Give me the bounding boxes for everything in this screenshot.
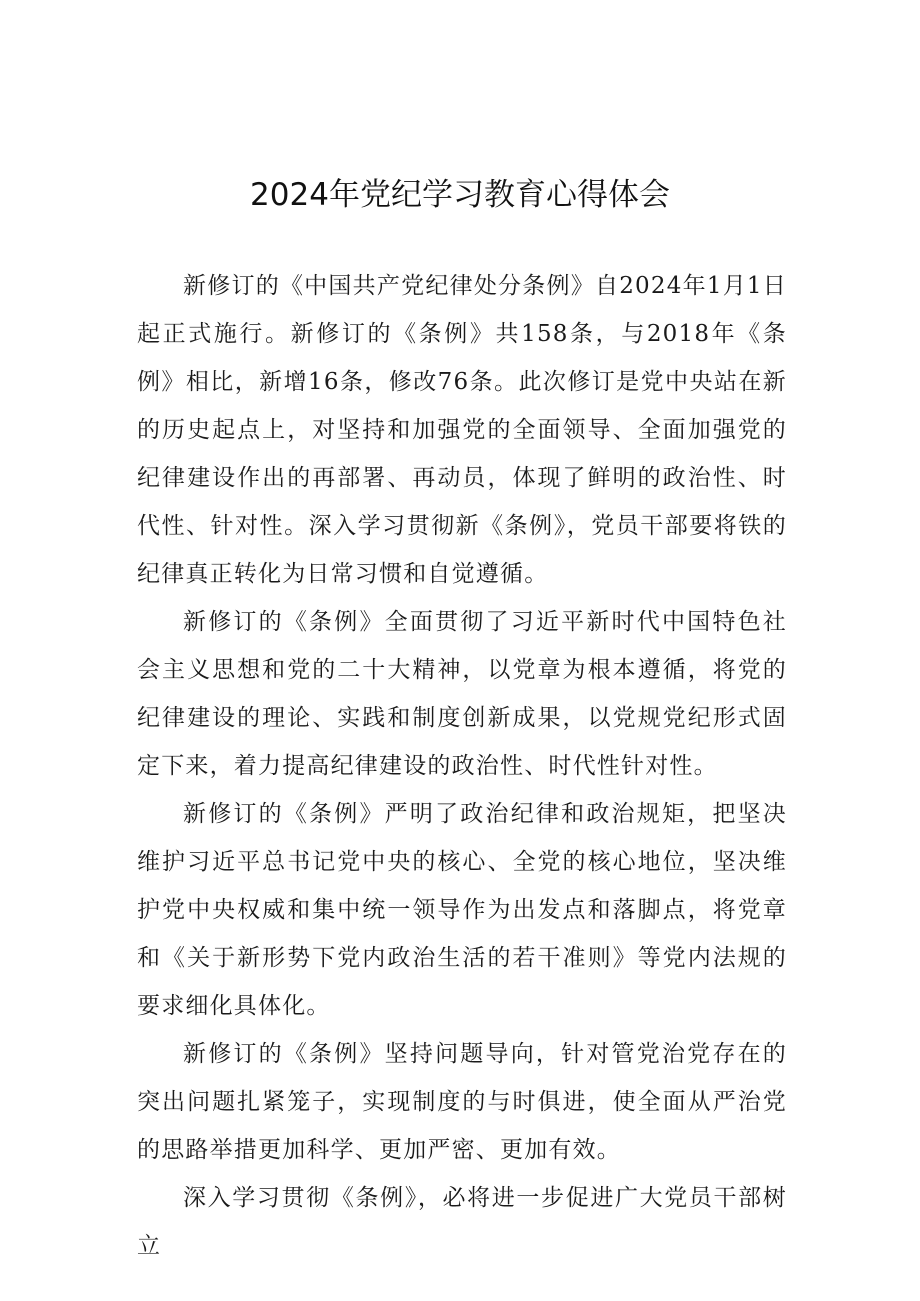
paragraph-4: 新修订的《条例》坚持问题导向，针对管党治党存在的突出问题扎紧笼子，实现制度的与时俱进，使全面从严治党的思路举措更加科学、更加严密、更加有效。 [137,1041,787,1163]
document-title: 2024年党纪学习教育心得体会 [250,177,670,213]
paragraph-1: 新修订的《中国共产党纪律处分条例》自2024年1月1日起正式施行。新修订的《条例》共158条，与2018年《条例》相比，新增16条，修改76条。此次修订是党中央站在新的历史起点上，对坚持和加强党的全面领导、全面加强党的纪律建设作出的再部署、再动员，体现了鲜明的政治性、时代性、针对性。深入学习贯彻新《条例》，党员干部要将铁的纪律真正转化为日常习惯和自觉遵循。 [137,273,787,587]
paragraph-2: 新修订的《条例》全面贯彻了习近平新时代中国特色社会主义思想和党的二十大精神，以党章为根本遵循，将党的纪律建设的理论、实践和制度创新成果，以党规党纪形式固定下来，着力提高纪律建设的政治性、时代性针对性。 [137,609,787,779]
paragraph-3: 新修订的《条例》严明了政治纪律和政治规矩，把坚决维护习近平总书记党中央的核心、全党的核心地位，坚决维护党中央权威和集中统一领导作为出发点和落脚点，将党章和《关于新形势下党内政治生活的若干准则》等党内法规的要求细化具体化。 [137,801,787,1019]
document-body [137,262,787,1270]
paragraph-5: 深入学习贯彻《条例》，必将进一步促进广大党员干部树立 [137,1185,787,1259]
